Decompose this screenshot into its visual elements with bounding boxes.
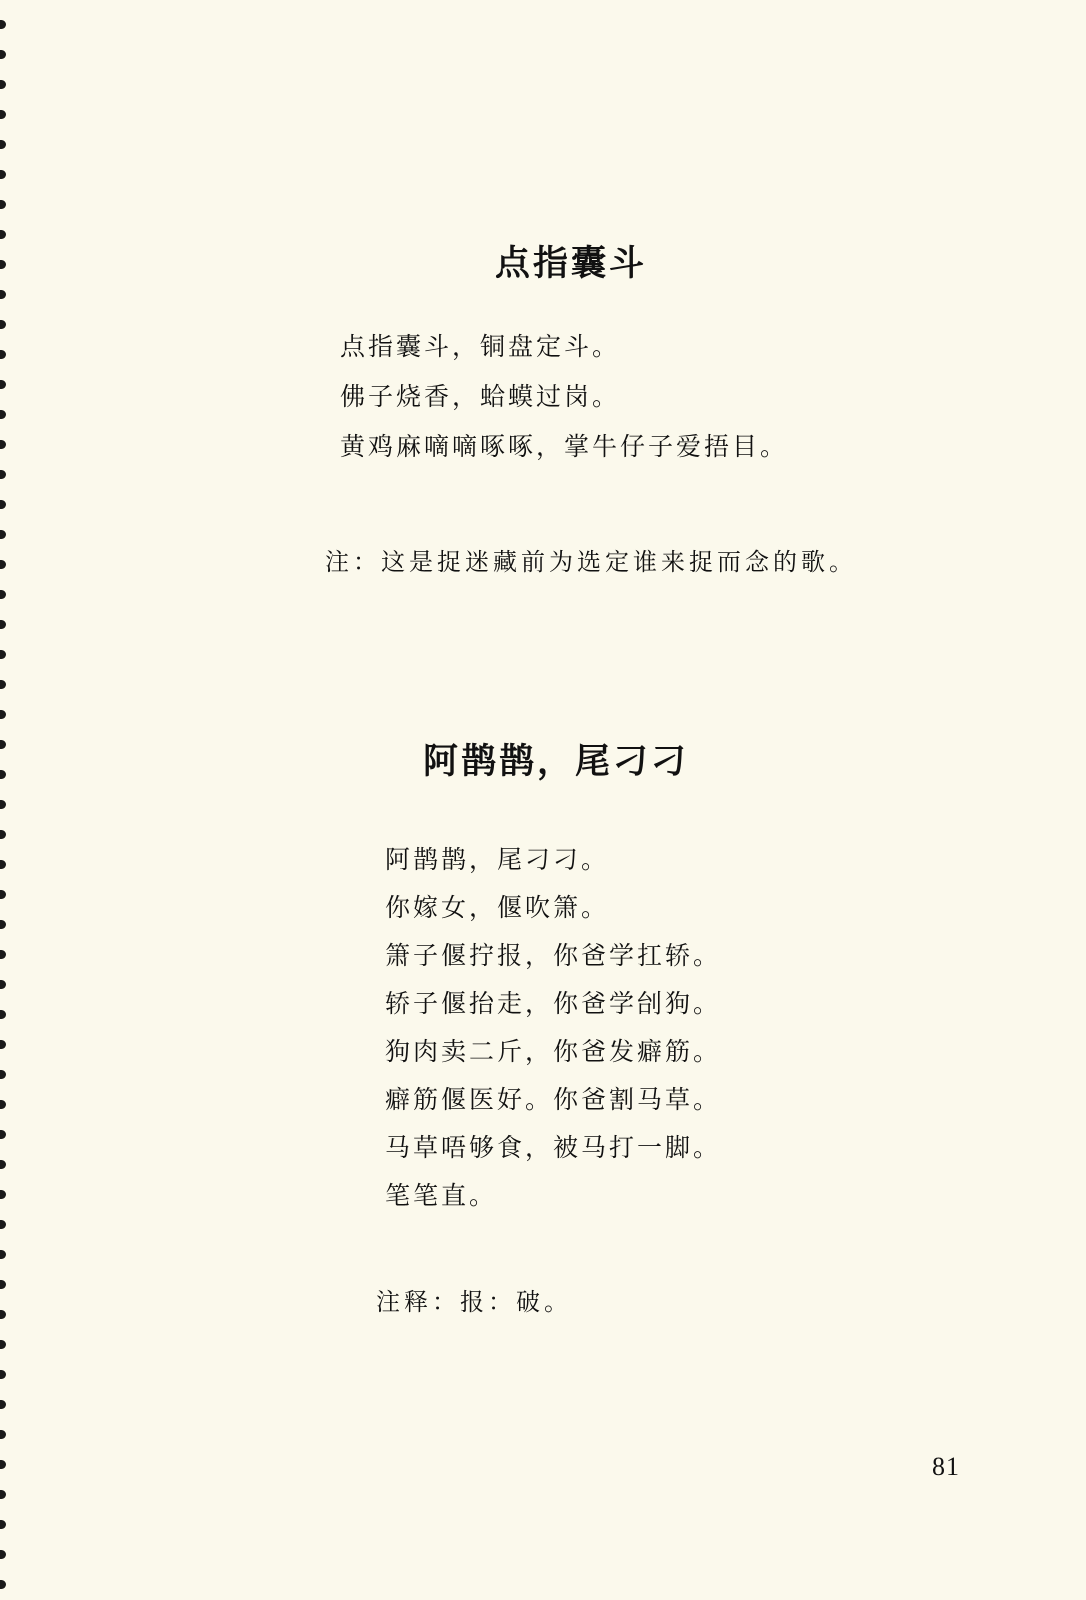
binding-hole <box>0 1430 6 1439</box>
binding-hole <box>0 50 6 59</box>
section-title-dian-zhi-nang-dou: 点指囊斗 <box>495 244 648 284</box>
binding-hole <box>0 1040 6 1049</box>
binding-hole <box>0 1190 6 1199</box>
binding-hole <box>0 80 6 89</box>
binding-hole <box>0 1160 6 1169</box>
binding-hole <box>0 1520 6 1529</box>
poem-line: 你嫁女，偃吹箫。 <box>385 893 610 922</box>
binding-hole <box>0 20 6 29</box>
binding-hole <box>0 1580 6 1589</box>
poem-line: 阿鹊鹊，尾刁刁。 <box>385 845 610 874</box>
binding-hole <box>0 110 6 119</box>
poem-a-que-que <box>385 836 721 1220</box>
poem-line: 佛子烧香，蛤蟆过岗。 <box>340 382 621 411</box>
page-number: 81 <box>932 1452 960 1481</box>
binding-hole <box>0 500 6 509</box>
poem-line: 黄鸡麻嘀嘀啄啄，掌牛仔子爱捂目。 <box>340 432 789 461</box>
binding-hole <box>0 590 6 599</box>
binding-hole <box>0 680 6 689</box>
binding-hole <box>0 1280 6 1289</box>
binding-hole <box>0 620 6 629</box>
poem-line: 轿子偃抬走，你爸学刣狗。 <box>385 989 722 1018</box>
binding-hole <box>0 530 6 539</box>
poem-line: 点指囊斗，铜盘定斗。 <box>340 332 621 361</box>
binding-hole <box>0 1550 6 1559</box>
binding-hole <box>0 200 6 209</box>
binding-hole <box>0 1130 6 1139</box>
binding-hole <box>0 1310 6 1319</box>
binding-hole <box>0 1100 6 1109</box>
binding-hole <box>0 1070 6 1079</box>
binding-hole <box>0 1340 6 1349</box>
binding-hole <box>0 410 6 419</box>
binding-hole <box>0 1220 6 1229</box>
poem-dian-zhi-nang-dou <box>340 322 788 472</box>
binding-hole <box>0 290 6 299</box>
binding-hole <box>0 740 6 749</box>
poem-line: 癖筋偃医好。你爸割马草。 <box>385 1085 722 1114</box>
binding-hole <box>0 1370 6 1379</box>
note-a-que-que: 注释：报：破。 <box>376 1288 572 1316</box>
poem-line: 箫子偃拧报，你爸学扛轿。 <box>385 941 722 970</box>
poem-line: 笔笔直。 <box>385 1181 498 1210</box>
binding-hole <box>0 170 6 179</box>
section-title-a-que-que: 阿鹊鹊，尾刁刁 <box>423 742 690 782</box>
binding-hole <box>0 710 6 719</box>
binding-hole <box>0 920 6 929</box>
binding-hole <box>0 440 6 449</box>
binding-hole <box>0 980 6 989</box>
binding-hole <box>0 1010 6 1019</box>
binding-hole <box>0 650 6 659</box>
binding-hole <box>0 1250 6 1259</box>
binding-hole <box>0 140 6 149</box>
binding-hole <box>0 470 6 479</box>
binding-hole <box>0 830 6 839</box>
binding-hole <box>0 890 6 899</box>
binding-hole <box>0 1400 6 1409</box>
note-dian-zhi-nang-dou: 注：这是捉迷藏前为选定谁来捉而念的歌。 <box>325 548 857 576</box>
binding-hole <box>0 560 6 569</box>
binding-hole <box>0 230 6 239</box>
binding-hole <box>0 380 6 389</box>
poem-line: 马草唔够食，被马打一脚。 <box>385 1133 722 1162</box>
poem-line: 狗肉卖二斤，你爸发癖筋。 <box>385 1037 722 1066</box>
binding-hole <box>0 860 6 869</box>
binding-holes <box>0 0 12 1600</box>
binding-hole <box>0 950 6 959</box>
binding-hole <box>0 350 6 359</box>
binding-hole <box>0 1490 6 1499</box>
binding-hole <box>0 800 6 809</box>
binding-hole <box>0 1460 6 1469</box>
binding-hole <box>0 320 6 329</box>
binding-hole <box>0 770 6 779</box>
binding-hole <box>0 260 6 269</box>
